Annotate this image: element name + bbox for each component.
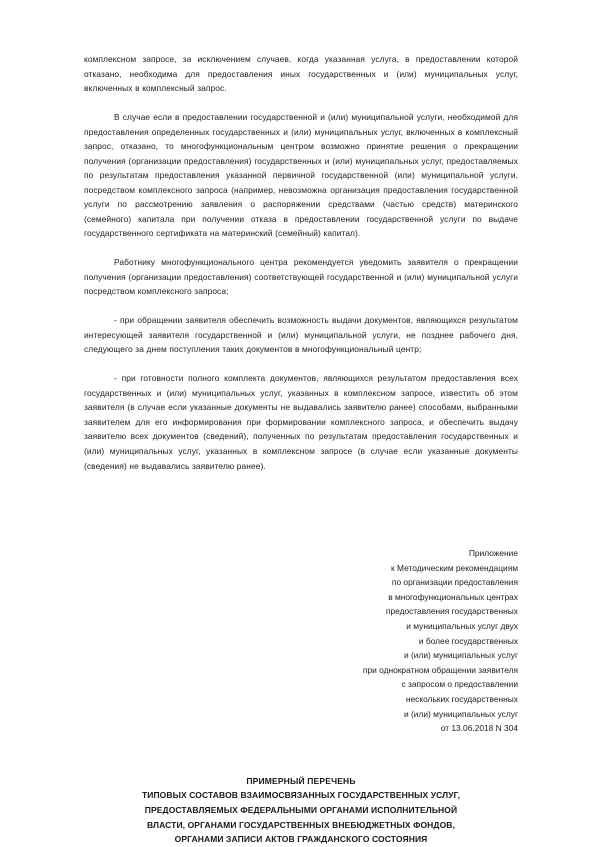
annex-line: предоставления государственных: [385, 606, 518, 617]
annex-title-line: ПРЕДОСТАВЛЯЕМЫХ ФЕДЕРАЛЬНЫМИ ОРГАНАМИ ИСПОЛНИТЕЛЬНОЙ: [144, 804, 458, 815]
annex-line: по организации предоставления: [391, 577, 518, 588]
annex-title-line: ПРИМЕРНЫЙ ПЕРЕЧЕНЬ: [246, 775, 356, 786]
annex-title-block: [84, 774, 518, 847]
annex-line: и (или) муниципальных услуг: [404, 708, 518, 719]
annex-line: и (или) муниципальных услуг: [404, 650, 518, 661]
annex-title-line: ТИПОВЫХ СОСТАВОВ ВЗАИМОСВЯЗАННЫХ ГОСУДАРСТВЕННЫХ УСЛУГ,: [141, 790, 461, 801]
paragraph-bullet-issue-documents: - при обращении заявителя обеспечить возможность выдачи документов, являющихся результатом интересующей заявителя государственной и (или) муниципальной услуги, не позднее рабочего дня, следующего за днем поступления таких документов в многофункциональный центр;: [84, 315, 518, 355]
annex-line: Приложение: [468, 548, 518, 559]
document-body: [84, 52, 518, 847]
paragraph-employee-recommendation: Работнику многофункционального центра рекомендуется уведомить заявителя о прекращении получения (организации предоставления) соответствующей государственной и (или) муниципальной услуги посредством комплексного запроса;: [84, 257, 518, 297]
annex-document-date: от 13.06.2018 N 304: [440, 723, 518, 734]
annex-line: при однократном обращении заявителя: [362, 664, 518, 675]
annex-line: в многофункциональных центрах: [388, 591, 518, 602]
annex-reference-block: [84, 546, 518, 736]
annex-line: с запросом о предоставлении: [401, 679, 518, 690]
annex-line: к Методическим рекомендациям: [391, 562, 518, 573]
paragraph-bullet-full-package: - при готовности полного комплекта документов, являющихся результатом предоставления всех государственных и (или) муниципальных услуг, указанных в комплексном запросе, известить об этом заявителя (в случае если указанные документы не выдавались заявителю ранее) способами, выбранными заявителем для его информирования при формировании комплексного запроса, и обеспечить выдачу заявителю всех документов (сведений), полученных по результатам предоставления государственных и (или) муниципальных услуг, указанных в комплексном запросе (в случае если указанные документы (сведения) не выдавались заявителю ранее).: [84, 373, 518, 471]
annex-title-line: ОРГАНАМИ ЗАПИСИ АКТОВ ГРАЖДАНСКОГО СОСТОЯНИЯ: [174, 834, 428, 845]
paragraph-refusal-case: В случае если в предоставлении государственной и (или) муниципальной услуги, необходимой для предоставления определенных государственных и (или) муниципальных услуг, включенных в комплексный запрос, отказано, то многофункциональным центром возможно принятие решения о прекращении получения (организации предоставления) государственных и (или) муниципальных услуг, предоставляемых по результатам предоставления указанной первичной государственной (или) муниципальной услуги, посредством комплексного запроса (например, невозможна организация предоставления государственной услуги по рассмотрению заявления о распоряжении средствами (частью средств) материнского (семейного) капитала при получении отказа в предоставлении государственной услуги по выдаче государственного сертификата на материнский (семейный) капитал).: [84, 112, 518, 239]
annex-line: и более государственных: [418, 635, 518, 646]
paragraph-complex-request-exception: комплексном запросе, за исключением случаев, когда указанная услуга, в предоставлении которой отказано, необходима для предоставления иных государственных и (или) муниципальных услуг, включенных в комплексный запрос.: [84, 54, 518, 94]
annex-title-line: ВЛАСТИ, ОРГАНАМИ ГОСУДАРСТВЕННЫХ ВНЕБЮДЖЕТНЫХ ФОНДОВ,: [147, 819, 455, 830]
annex-line: нескольких государственных: [405, 693, 518, 704]
annex-line: и муниципальных услуг двух: [406, 621, 518, 632]
